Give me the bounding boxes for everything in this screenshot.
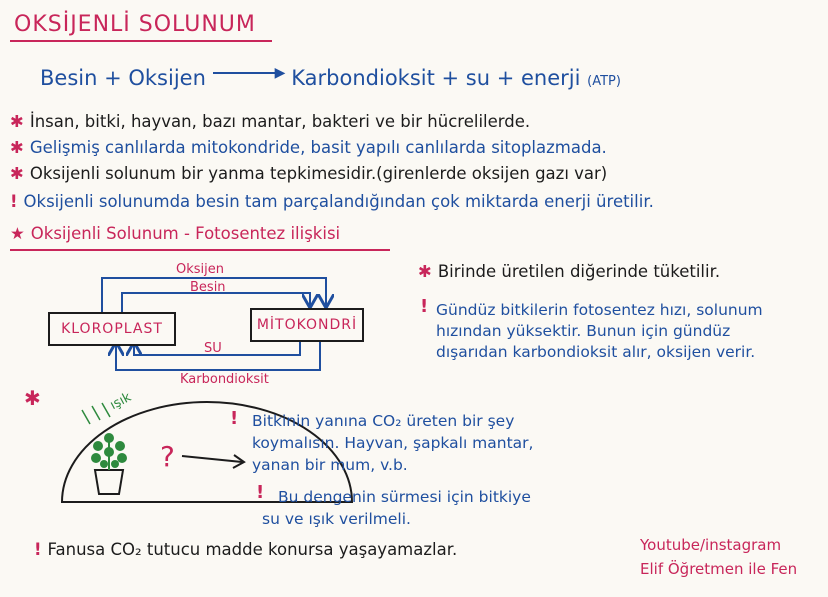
exclamation-icon: ! [230, 408, 239, 429]
exclamation-icon: ! [34, 540, 42, 559]
fact-text: İnsan, bitki, hayvan, bazı mantar, bakteri ve bir hücrelilerde. [29, 112, 531, 131]
experiment-line: yanan bir mum, v.b. [252, 456, 408, 474]
fact-text: Gelişmiş canlılarda mitokondride, basit yapılı canlılarda sitoplazmada. [29, 138, 607, 157]
experiment-line: Bu dengenin sürmesi için bitkiye [278, 488, 531, 506]
experiment-line: Bitkinin yanına CO₂ üreten bir şey [252, 412, 515, 430]
note-1-text: Birinde üretilen diğerinde tüketilir. [437, 262, 721, 281]
label-su: SU [204, 341, 222, 356]
note-2-line: hızından yüksektir. Bunun için gündüz [436, 322, 731, 340]
bottom-note [34, 540, 457, 559]
label-oksijen: Oksijen [176, 262, 224, 277]
note-2-line: Gündüz bitkilerin fotosentez hızı, solunum [436, 301, 763, 319]
arrow-right-icon: ▶ [213, 60, 285, 84]
asterisk-icon: ✱ [10, 138, 24, 157]
signature-name: Elif Öğretmen ile Fen [640, 560, 798, 578]
signature-social: Youtube/instagram [640, 536, 782, 554]
exclamation-icon: ! [10, 192, 18, 211]
mitokondri-box: MİTOKONDRİ [250, 308, 364, 342]
equation-right: Karbondioksit + su + enerji [291, 66, 581, 90]
label-besin: Besin [190, 280, 226, 295]
note-2-line: dışarıdan karbondioksit alır, oksijen verir. [436, 343, 756, 361]
asterisk-icon: ✱ [24, 386, 41, 410]
equation-atp: (ATP) [587, 74, 621, 89]
fact-text: Oksijenli solunumda besin tam parçalandığından çok miktarda enerji üretilir. [23, 192, 654, 211]
experiment-line: su ve ışık verilmeli. [262, 510, 411, 528]
bottom-note-text: Fanusa CO₂ tutucu madde konursa yaşayamazlar. [47, 540, 458, 559]
note-1 [418, 262, 720, 281]
section-title: Oksijenli Solunum - Fotosentez ilişkisi [30, 224, 341, 243]
experiment-note-2 [262, 486, 531, 530]
page-title: OKSİJENLİ SOLUNUM [14, 12, 256, 37]
fact-text: Oksijenli solunum bir yanma tepkimesidir.(girenlerde oksijen gazı var) [29, 164, 608, 183]
asterisk-icon: ✱ [10, 164, 24, 183]
label-karbondioksit: Karbondioksit [180, 372, 269, 387]
exclamation-icon: ! [256, 482, 265, 503]
star-icon: ★ [10, 224, 25, 243]
asterisk-icon: ✱ [10, 112, 24, 131]
asterisk-icon: ✱ [418, 262, 432, 281]
isik-label: ışık [107, 389, 134, 414]
exclamation-icon: ! [420, 296, 429, 317]
equation-left: Besin + Oksijen [40, 66, 206, 90]
kloroplast-box: KLOROPLAST [48, 312, 176, 346]
question-mark: ? [160, 440, 175, 473]
experiment-note-1 [252, 410, 533, 476]
experiment-line: koymalısın. Hayvan, şapkalı mantar, [252, 434, 534, 452]
note-2 [436, 300, 763, 363]
